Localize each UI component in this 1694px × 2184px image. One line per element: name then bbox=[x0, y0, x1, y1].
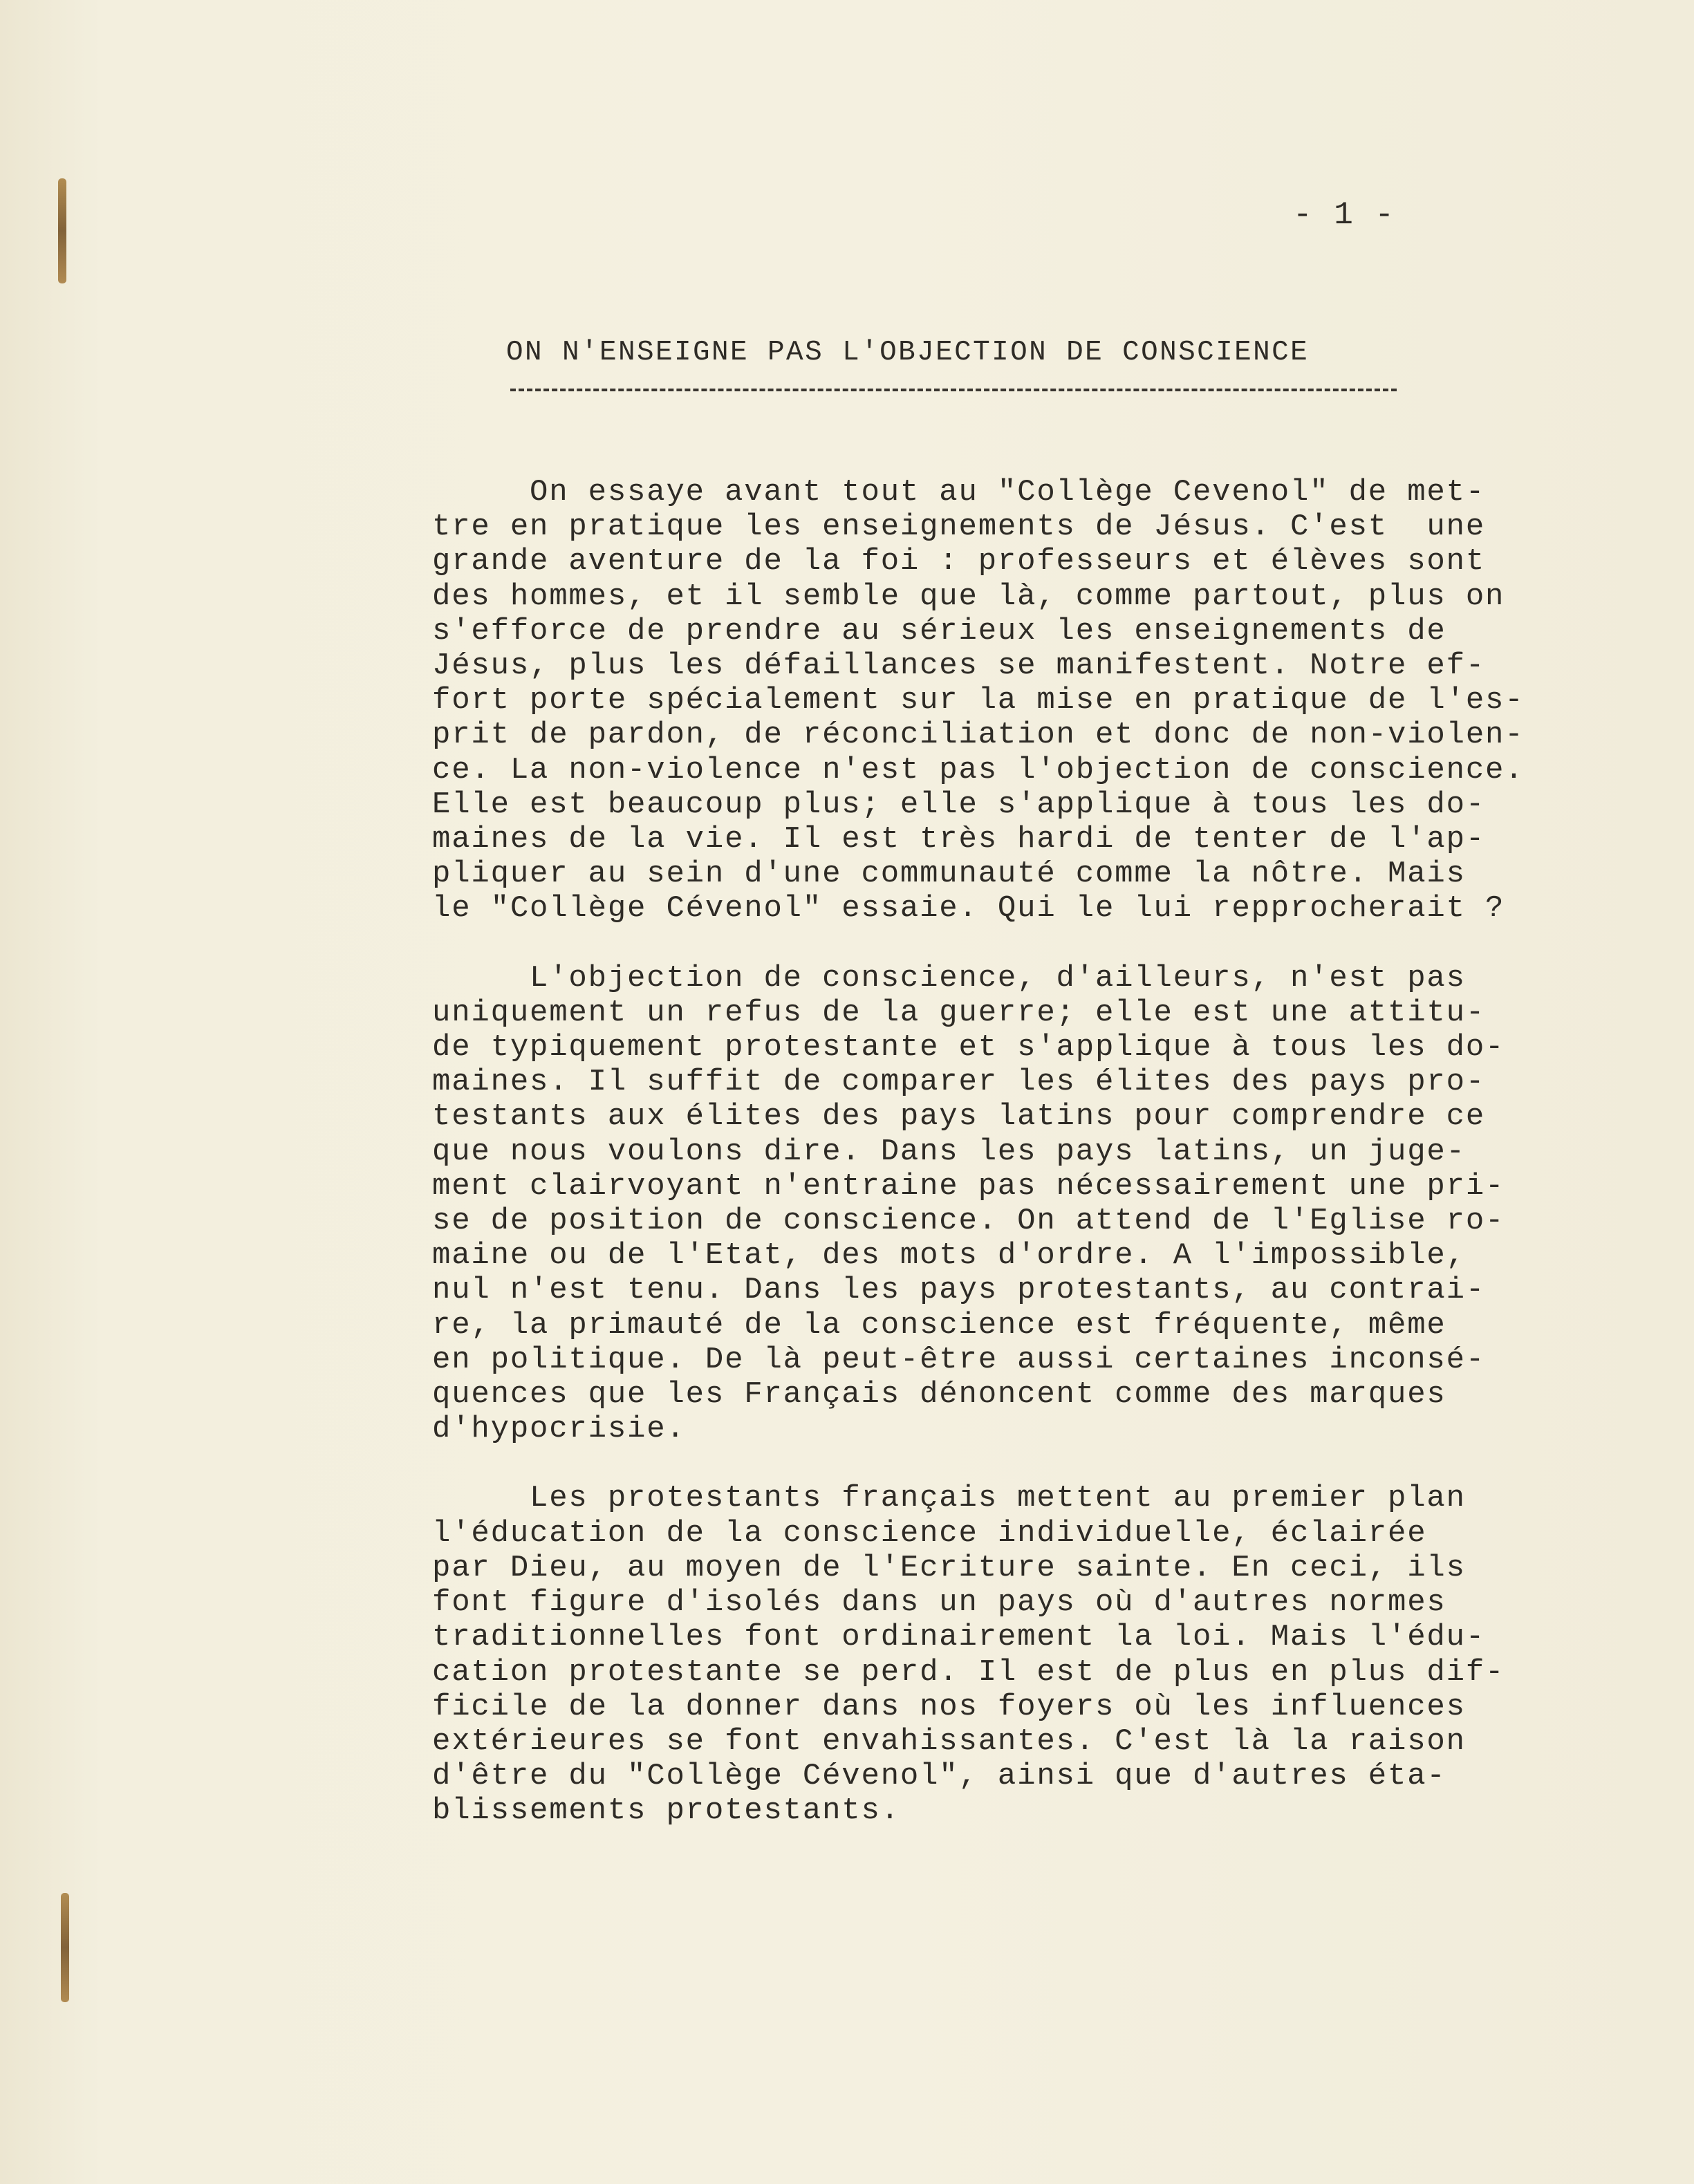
text-line: font figure d'isolés dans un pays où d'autres normes bbox=[432, 1585, 1446, 1621]
staple-mark-bottom bbox=[61, 1893, 69, 2002]
paragraph-1 bbox=[432, 475, 1594, 926]
title-dashed-underline bbox=[510, 389, 1397, 391]
text-line: L'objection de conscience, d'ailleurs, n'est pas bbox=[432, 960, 1466, 996]
text-line: le "Collège Cévenol" essaie. Qui le lui repprocherait ? bbox=[432, 891, 1505, 926]
text-line: maines. Il suffit de comparer les élites des pays pro- bbox=[432, 1065, 1486, 1100]
text-line: On essaye avant tout au "Collège Cevenol" de met- bbox=[432, 475, 1486, 510]
text-line: cation protestante se perd. Il est de plus en plus dif- bbox=[432, 1654, 1505, 1690]
document-body bbox=[432, 475, 1594, 1829]
text-line: quences que les Français dénoncent comme des marques bbox=[432, 1377, 1446, 1412]
text-line: d'être du "Collège Cévenol", ainsi que d'autres éta- bbox=[432, 1759, 1446, 1794]
text-line: extérieures se font envahissantes. C'est là la raison bbox=[432, 1724, 1466, 1759]
text-line: de typiquement protestante et s'applique à tous les do- bbox=[432, 1030, 1505, 1065]
text-line: Jésus, plus les défaillances se manifestent. Notre ef- bbox=[432, 648, 1486, 684]
text-line: fort porte spécialement sur la mise en pratique de l'es- bbox=[432, 683, 1525, 718]
text-line: prit de pardon, de réconciliation et donc de non-violen- bbox=[432, 718, 1525, 753]
text-line: ce. La non-violence n'est pas l'objection de conscience. bbox=[432, 752, 1525, 787]
text-line: nul n'est tenu. Dans les pays protestants, au contrai- bbox=[432, 1273, 1486, 1308]
paragraph-2 bbox=[432, 961, 1594, 1447]
text-line: l'éducation de la conscience individuelle, éclairée bbox=[432, 1515, 1427, 1551]
text-line: re, la primauté de la conscience est fréquente, même bbox=[432, 1307, 1446, 1343]
text-line: grande aventure de la foi : professeurs et élèves sont bbox=[432, 544, 1486, 579]
document-title: ON N'ENSEIGNE PAS L'OBJECTION DE CONSCIENCE bbox=[506, 337, 1310, 368]
page-number: - 1 - bbox=[1293, 197, 1396, 233]
paragraph-3 bbox=[432, 1481, 1594, 1828]
text-line: des hommes, et il semble que là, comme partout, plus on bbox=[432, 579, 1505, 614]
text-line: uniquement un refus de la guerre; elle est une attitu- bbox=[432, 995, 1486, 1030]
text-line: s'efforce de prendre au sérieux les enseignements de bbox=[432, 613, 1446, 648]
text-line: maine ou de l'Etat, des mots d'ordre. A l'impossible, bbox=[432, 1238, 1466, 1273]
text-line: maines de la vie. Il est très hardi de tenter de l'ap- bbox=[432, 822, 1486, 857]
text-line: testants aux élites des pays latins pour comprendre ce bbox=[432, 1099, 1486, 1135]
text-line: ficile de la donner dans nos foyers où les influences bbox=[432, 1689, 1466, 1724]
text-line: Les protestants français mettent au premier plan bbox=[432, 1481, 1466, 1516]
text-line: pliquer au sein d'une communauté comme la nôtre. Mais bbox=[432, 857, 1466, 892]
text-line: blissements protestants. bbox=[432, 1793, 900, 1829]
staple-mark-top bbox=[58, 178, 66, 283]
text-line: en politique. De là peut-être aussi certaines inconsé- bbox=[432, 1342, 1486, 1377]
text-line: par Dieu, au moyen de l'Ecriture sainte. En ceci, ils bbox=[432, 1550, 1466, 1585]
text-line: Elle est beaucoup plus; elle s'applique à tous les do- bbox=[432, 787, 1486, 822]
text-line: tre en pratique les enseignements de Jésus. C'est une bbox=[432, 510, 1486, 545]
text-line: d'hypocrisie. bbox=[432, 1412, 686, 1447]
text-line: se de position de conscience. On attend de l'Eglise ro- bbox=[432, 1204, 1505, 1239]
text-line: que nous voulons dire. Dans les pays latins, un juge- bbox=[432, 1134, 1466, 1169]
text-line: traditionnelles font ordinairement la loi. Mais l'édu- bbox=[432, 1620, 1486, 1655]
text-line: ment clairvoyant n'entraine pas nécessairement une pri- bbox=[432, 1168, 1505, 1204]
